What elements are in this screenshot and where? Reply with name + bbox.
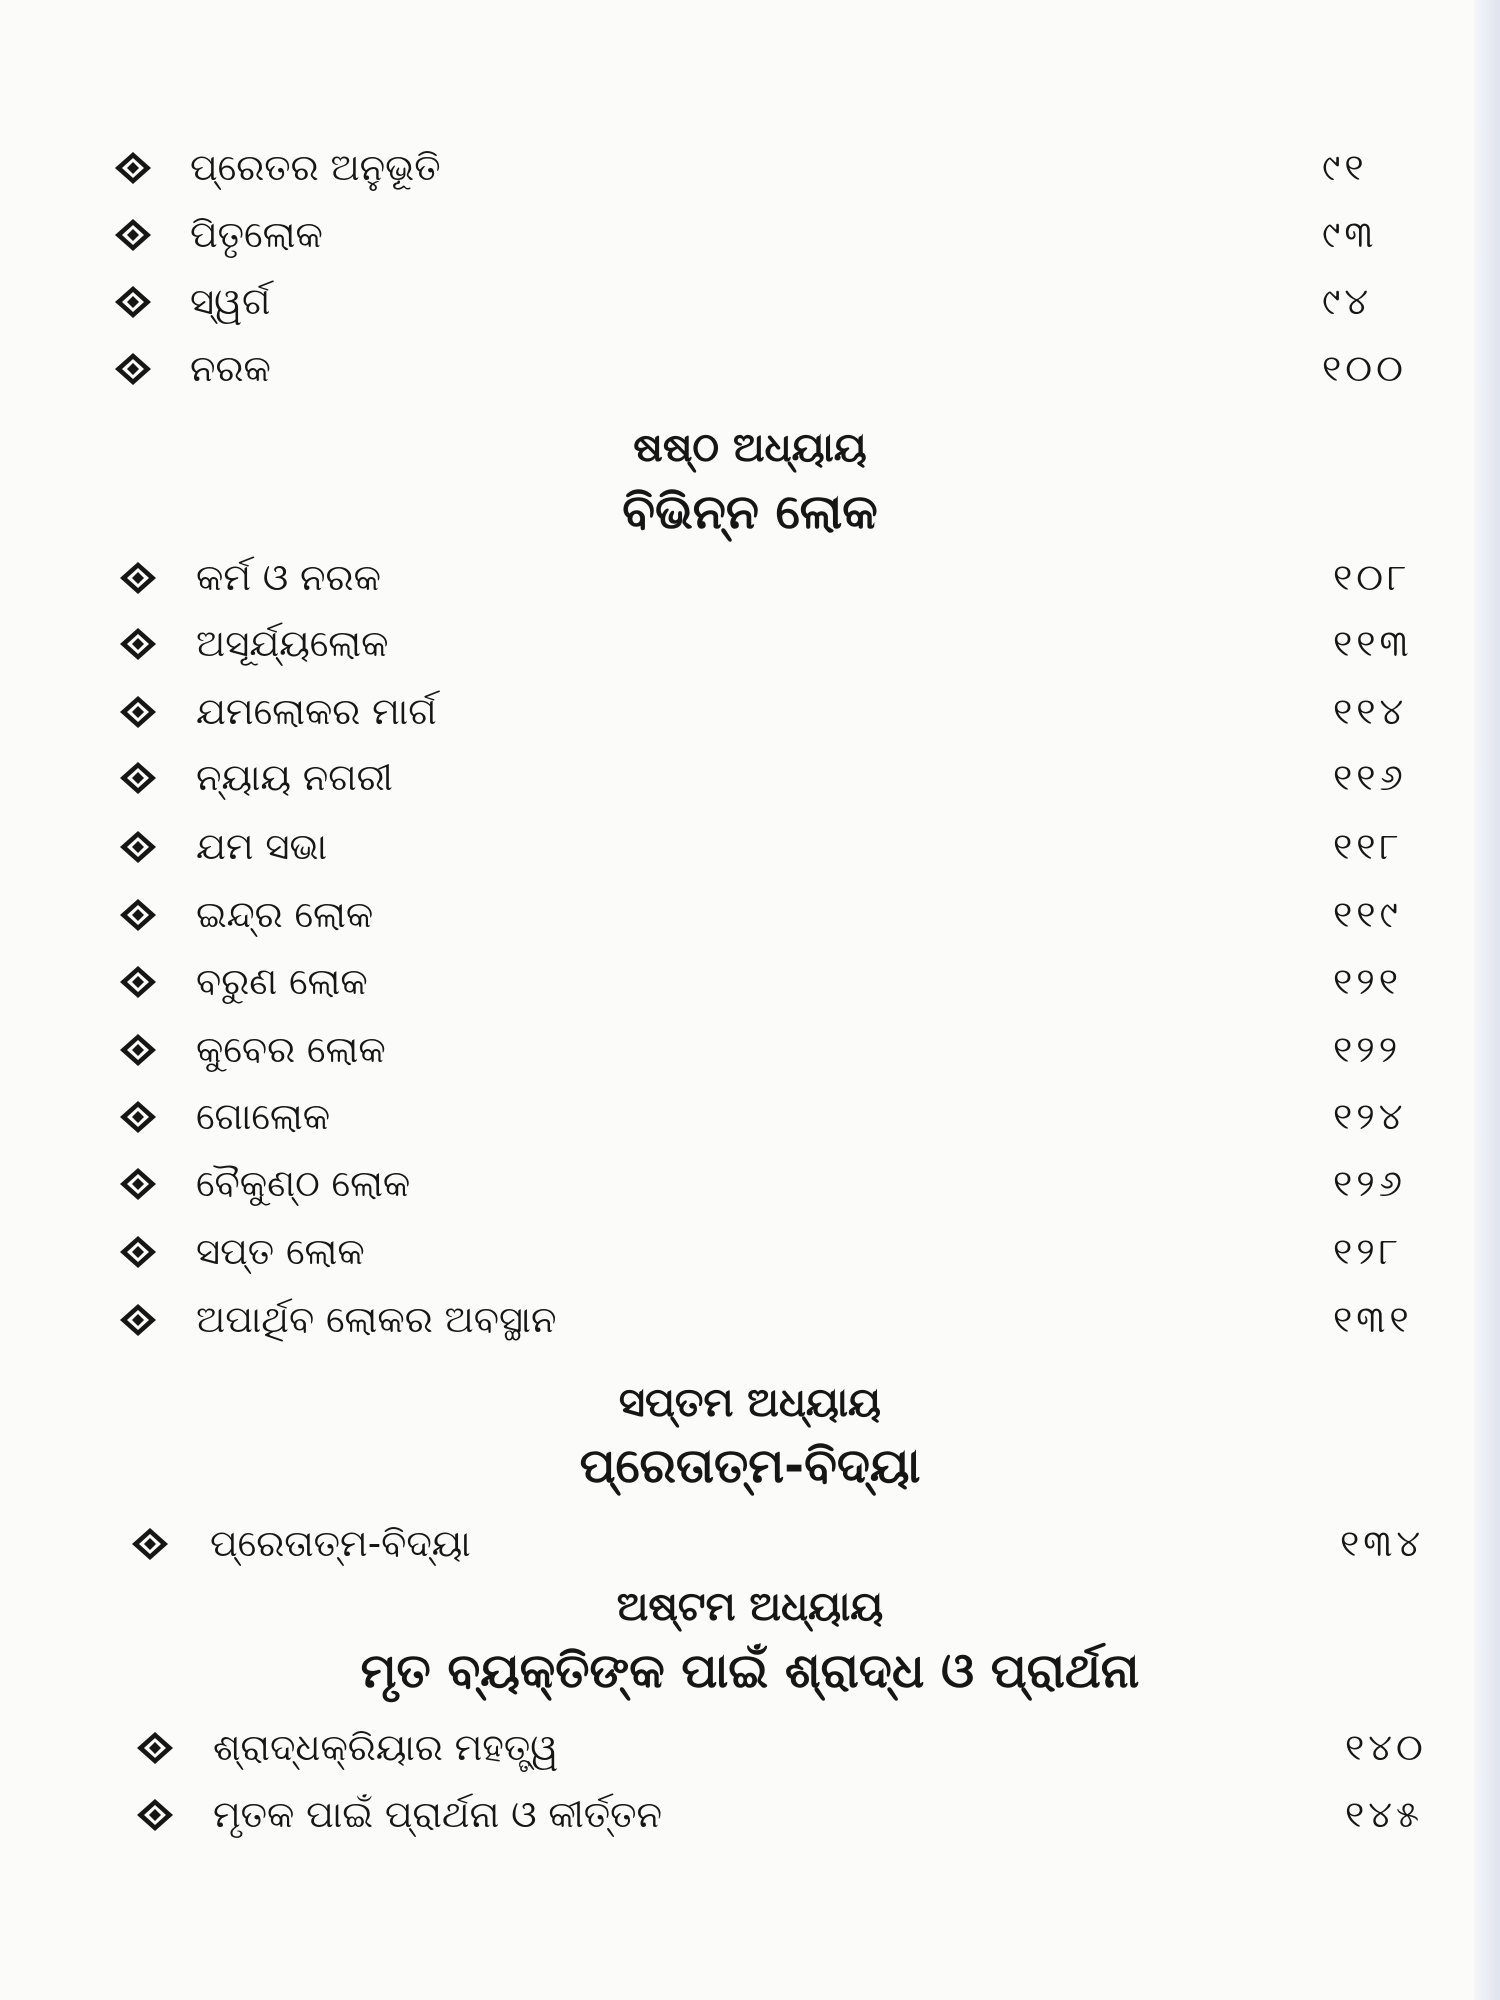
toc-entry-label: ଯମଲୋକର ମାର୍ଗ	[196, 690, 437, 733]
diamond-icon	[118, 1032, 158, 1068]
toc-entry-page-number: ୧୨୨	[1333, 1028, 1402, 1071]
toc-entry-page-number: ୧୩୧	[1333, 1298, 1413, 1341]
diamond-icon	[118, 560, 158, 596]
toc-entry-label: କର୍ମ ଓ ନରକ	[196, 556, 381, 599]
toc-entry-label: ଶ୍ରାଦ୍ଧକ୍ରିୟାର ମହତ୍ତ୍ୱ	[213, 1726, 559, 1769]
diamond-icon	[113, 351, 153, 387]
chapter-number-heading: ଷଷ୍ଠ ଅଧ୍ୟାୟ	[633, 425, 867, 471]
toc-entry-label: ନ୍ୟାୟ ନଗରୀ	[196, 756, 393, 799]
toc-entry-page-number: ୧୧୮	[1333, 825, 1403, 868]
toc-entry-page-number: ୯୩	[1322, 213, 1378, 256]
diamond-icon	[135, 1730, 175, 1766]
chapter-title-heading: ବିଭିନ୍ନ ଲୋକ	[622, 484, 878, 540]
toc-entry[interactable]	[0, 1087, 1500, 1147]
diamond-icon	[118, 829, 158, 865]
toc-entry[interactable]	[0, 548, 1500, 608]
toc-entry[interactable]	[0, 138, 1500, 198]
chapter-number-heading: ଅଷ୍ଟମ ଅଧ୍ୟାୟ	[616, 1584, 884, 1630]
toc-entry-label: ଗୋଲୋକ	[196, 1095, 331, 1138]
diamond-icon	[113, 217, 153, 253]
toc-entry-page-number: ୧୩୪	[1340, 1522, 1425, 1565]
toc-entry-page-number: ୧୪୦	[1345, 1726, 1427, 1769]
chapter-number-heading: ସପ୍ତମ ଅଧ୍ୟାୟ	[618, 1380, 882, 1426]
toc-entry-label: ପ୍ରେତର ଅନୁଭୂତି	[190, 146, 441, 189]
toc-entry[interactable]	[0, 1290, 1500, 1350]
toc-entry[interactable]	[0, 952, 1500, 1012]
toc-entry[interactable]	[0, 1785, 1500, 1845]
toc-entry-page-number: ୯୪	[1322, 280, 1373, 323]
toc-entry[interactable]	[0, 339, 1500, 399]
diamond-icon	[118, 1234, 158, 1270]
chapter-title-heading: ମୃତ ବ୍ୟକ୍ତିଙ୍କ ପାଇଁ ଶ୍ରାଦ୍ଧ ଓ ପ୍ରାର୍ଥନା	[360, 1643, 1140, 1699]
diamond-icon	[130, 1526, 170, 1562]
toc-entry-label: ସପ୍ତ ଲୋକ	[196, 1230, 365, 1273]
toc-entry[interactable]	[0, 272, 1500, 332]
toc-entry-label: ଇନ୍ଦ୍ର ଲୋକ	[196, 893, 374, 936]
toc-entry[interactable]	[0, 205, 1500, 265]
diamond-icon	[118, 760, 158, 796]
diamond-icon	[118, 694, 158, 730]
toc-entry-label: ପ୍ରେତାତ୍ମ-ବିଦ୍ୟା	[210, 1522, 471, 1565]
toc-entry-label: ଅପାର୍ଥିବ ଲୋକର ଅବସ୍ଥାନ	[196, 1298, 557, 1341]
toc-entry[interactable]	[0, 1154, 1500, 1214]
diamond-icon	[113, 284, 153, 320]
toc-entry-page-number: ୧୦୦	[1322, 347, 1407, 390]
toc-entry-label: କୁବେର ଲୋକ	[196, 1028, 386, 1071]
toc-entry-label: ଅସୂର୍ଯ୍ୟଲୋକ	[196, 622, 389, 665]
diamond-icon	[118, 1099, 158, 1135]
chapter-title-heading: ପ୍ରେତାତ୍ମ-ବିଦ୍ୟା	[579, 1438, 921, 1494]
toc-entry-page-number: ୧୨୮	[1333, 1230, 1403, 1273]
diamond-icon	[118, 1166, 158, 1202]
toc-entry[interactable]	[0, 682, 1500, 742]
toc-entry-label: ବୈକୁଣ୍ଠ ଲୋକ	[196, 1162, 411, 1205]
toc-entry[interactable]	[0, 1514, 1500, 1574]
toc-entry-label: ବରୁଣ ଲୋକ	[196, 960, 368, 1003]
toc-entry-label: ଯମ ସଭା	[196, 825, 328, 868]
toc-entry-page-number: ୧୧୩	[1333, 622, 1413, 665]
toc-entry[interactable]	[0, 1222, 1500, 1282]
toc-entry[interactable]	[0, 614, 1500, 674]
toc-entry[interactable]	[0, 1718, 1500, 1778]
diamond-icon	[118, 897, 158, 933]
toc-entry-page-number: ୧୨୬	[1333, 1162, 1406, 1205]
toc-entry[interactable]	[0, 748, 1500, 808]
toc-entry[interactable]	[0, 817, 1500, 877]
toc-entry-label: ମୃତକ ପାଇଁ ପ୍ରାର୍ଥନା ଓ କୀର୍ତ୍ତନ	[213, 1793, 663, 1836]
toc-entry-page-number: ୧୪୫	[1345, 1793, 1424, 1836]
toc-entry-page-number: ୯୧	[1322, 146, 1368, 189]
toc-entry-page-number: ୧୨୪	[1333, 1095, 1407, 1138]
diamond-icon	[118, 626, 158, 662]
toc-entry-page-number: ୧୧୪	[1333, 690, 1408, 733]
toc-entry-label: ସ୍ୱର୍ଗ	[190, 280, 271, 323]
diamond-icon	[118, 1302, 158, 1338]
toc-entry-page-number: ୧୦୮	[1333, 556, 1411, 599]
toc-entry-page-number: ୧୧୬	[1333, 756, 1407, 799]
toc-entry-label: ନରକ	[190, 347, 271, 390]
diamond-icon	[135, 1797, 175, 1833]
toc-entry-page-number: ୧୨୧	[1333, 960, 1402, 1003]
toc-entry[interactable]	[0, 885, 1500, 945]
diamond-icon	[118, 964, 158, 1000]
diamond-icon	[113, 150, 153, 186]
toc-entry-label: ପିତୃଲୋକ	[190, 213, 323, 256]
toc-entry-page-number: ୧୧୯	[1333, 893, 1402, 936]
toc-entry[interactable]	[0, 1020, 1500, 1080]
